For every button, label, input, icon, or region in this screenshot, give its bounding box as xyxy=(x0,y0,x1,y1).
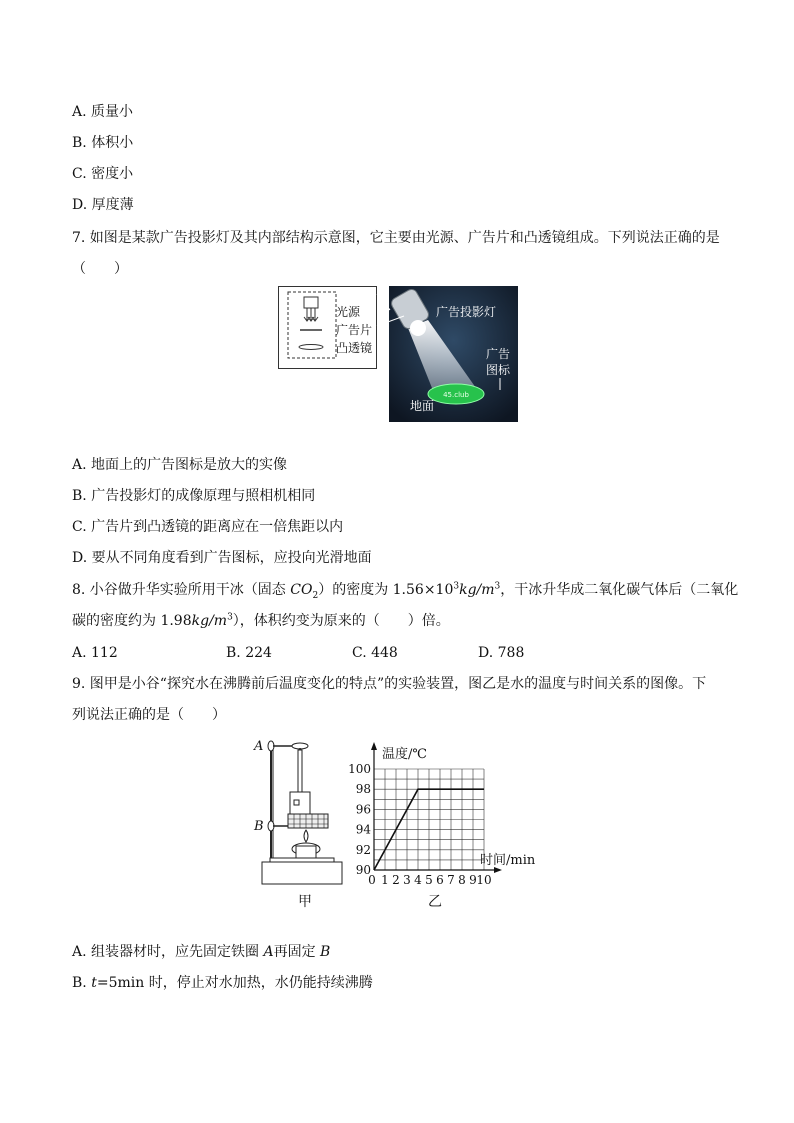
x-tick-label: 5 xyxy=(425,873,433,887)
x-tick-labels xyxy=(368,873,491,887)
light-source-box xyxy=(304,297,318,308)
q8-option-b: B. 224 xyxy=(226,645,272,661)
label-ring-a: A xyxy=(254,739,264,754)
x-tick-label: 1 xyxy=(381,873,389,887)
q7-figure xyxy=(278,286,518,422)
stand-base xyxy=(262,862,342,884)
q8-stem-line1: 8. 小谷做升华实验所用干冰（固态 $CO_2$）的密度为 $1.56\times 10^3kg/m^3$，干冰升华成二氧化碳气体后（二氧化 xyxy=(72,581,739,601)
q7-option-a: A. 地面上的广告图标是放大的实像 xyxy=(72,457,288,473)
logo-text: 45.club xyxy=(443,391,469,399)
caption-yi: 乙 xyxy=(428,894,442,910)
label-light-source: 光源 xyxy=(336,305,361,319)
q7-option-b: B. 广告投影灯的成像原理与照相机相同 xyxy=(72,488,316,504)
q9-option-a: A. 组装器材时，应先固定铁圈 A再固定 B xyxy=(72,944,331,960)
q9-temperature-chart xyxy=(344,736,544,918)
q8-option-a: A. 112 xyxy=(72,645,118,661)
q8-stem-line2: 碳的密度约为 $1.98kg/m^3$），体积约变为原来的（ ）倍。 xyxy=(72,612,450,629)
y-tick-label: 90 xyxy=(355,863,371,877)
q8-option-c: C. 448 xyxy=(352,645,398,661)
q9-stem-line1: 9. 图甲是小谷“探究水在沸腾前后温度变化的特点”的实验装置，图乙是水的温度与时间关系的图像。下 xyxy=(72,676,707,692)
q7-stem-line1: 7. 如图是某款广告投影灯及其内部结构示意图，它主要由光源、广告片和凸透镜组成。下列说法正确的是 xyxy=(72,230,720,246)
y-tick-label: 100 xyxy=(348,762,371,776)
q6-option-b: B. 体积小 xyxy=(72,135,134,151)
flame xyxy=(304,830,308,842)
q6-option-a: A. 质量小 xyxy=(72,104,134,120)
label-lens: 凸透镜 xyxy=(336,341,373,355)
y-tick-label: 92 xyxy=(355,842,371,857)
y-axis-arrow xyxy=(371,742,377,750)
chart-grid xyxy=(374,769,484,870)
x-tick-label: 2 xyxy=(392,873,400,887)
lamp-glow xyxy=(410,320,426,336)
y-tick-label: 94 xyxy=(355,822,371,837)
label-icon-1: 广告 xyxy=(486,347,511,361)
beaker-cover xyxy=(290,792,310,814)
label-projector: 广告投影灯 xyxy=(436,305,497,319)
y-axis-label: 温度/℃ xyxy=(382,747,427,762)
label-film: 广告片 xyxy=(336,323,373,337)
callout-line xyxy=(377,294,390,310)
x-tick-label: 8 xyxy=(458,873,466,887)
q9-option-b: B. t=5min 时，停止对水加热，水仍能持续沸腾 xyxy=(72,975,373,991)
q7-option-c: C. 广告片到凸透镜的距离应在一倍焦距以内 xyxy=(72,519,344,535)
label-ground: 地面 xyxy=(410,399,435,413)
q6-option-c: C. 密度小 xyxy=(72,166,134,182)
label-icon-2: 图标 xyxy=(486,363,511,377)
q6-option-d: D. 厚度薄 xyxy=(72,197,134,213)
caption-jia: 甲 xyxy=(298,894,312,910)
x-tick-label: 10 xyxy=(476,873,492,887)
q7-stem-line2: （ ） xyxy=(72,261,128,277)
x-tick-label: 7 xyxy=(447,873,455,887)
x-axis-label: 时间/min xyxy=(480,853,536,868)
q7-option-d: D. 要从不同角度看到广告图标，应投向光滑地面 xyxy=(72,550,372,566)
x-tick-label: 3 xyxy=(403,873,411,887)
x-tick-label: 0 xyxy=(368,873,376,887)
y-tick-labels xyxy=(348,762,371,877)
x-tick-label: 4 xyxy=(414,873,422,887)
x-tick-label: 6 xyxy=(436,873,444,887)
q9-stem-line2: 列说法正确的是（ ） xyxy=(72,707,226,723)
label-ring-b: B xyxy=(254,819,264,834)
y-tick-label: 98 xyxy=(355,782,371,797)
q8-option-d: D. 788 xyxy=(478,645,525,661)
x-tick-label: 9 xyxy=(469,873,477,887)
y-tick-label: 96 xyxy=(355,802,371,817)
